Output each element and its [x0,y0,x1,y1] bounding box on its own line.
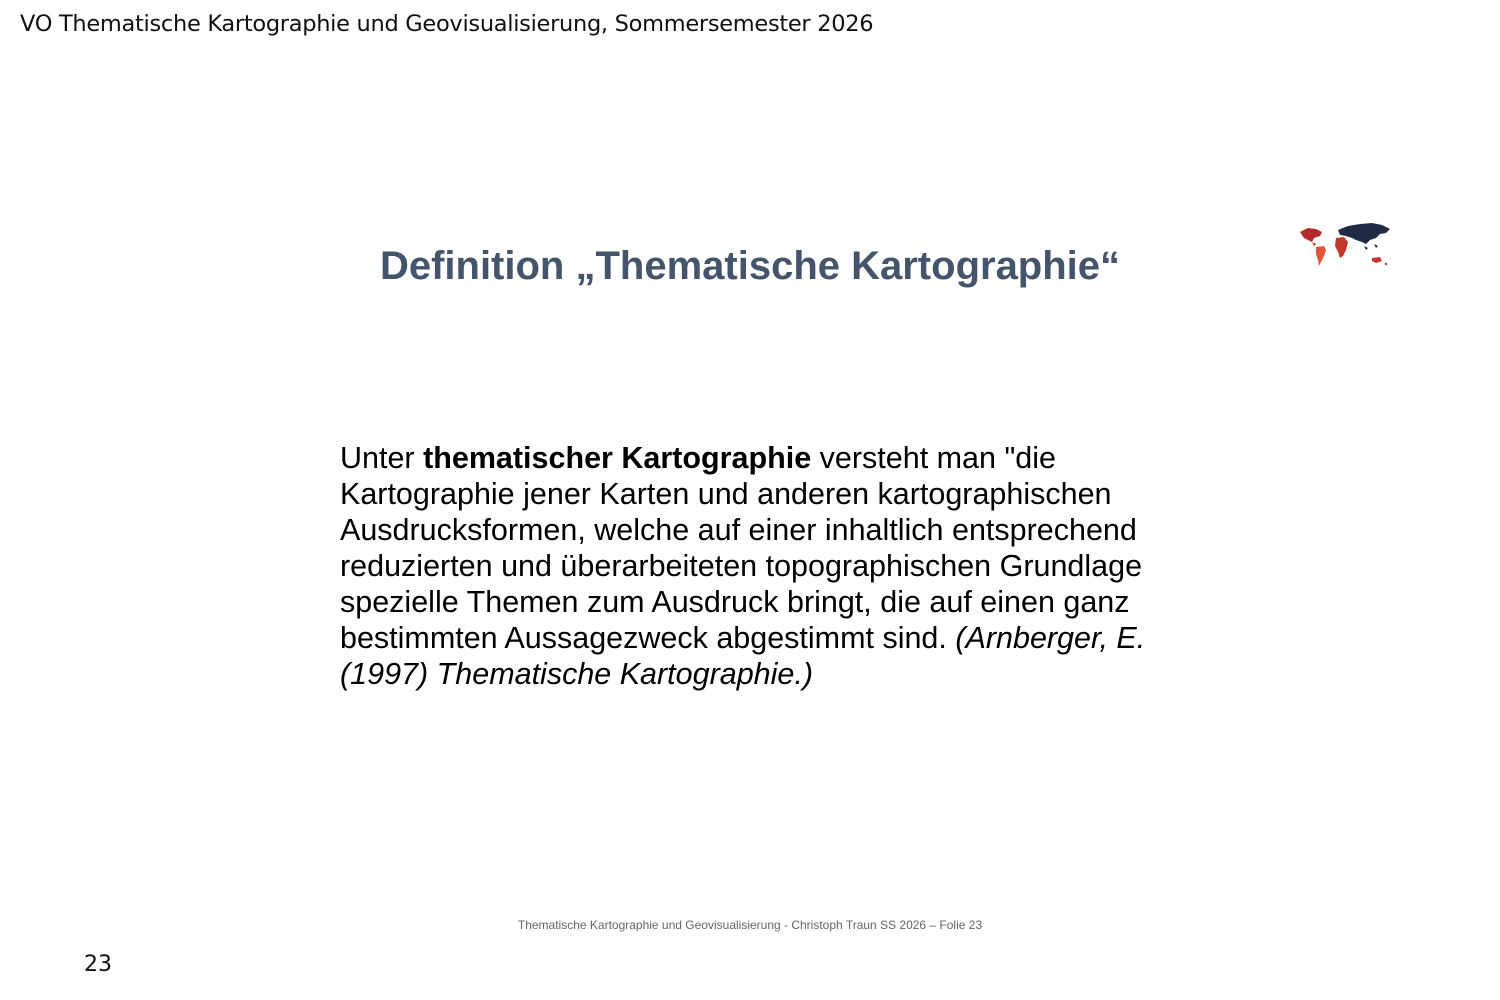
definition-text: versteht man "die Kartographie jener Karten und anderen kartographischen Ausdrucksformen, welche auf einer inhaltlich entsprechend reduzierten und überarbeiteten topographischen Grundlage spezielle Themen zum Ausdruck bringt, die auf einen ganz bestimmten Aussagezweck abgestimmt sind. [340,441,1143,655]
document-header: VO Thematische Kartographie und Geovisualisierung, Sommersemester 2026 [20,11,874,37]
definition-term: thematischer Kartographie [423,441,812,475]
definition-intro: Unter [340,441,424,475]
australia-map-shape [1372,257,1382,263]
africa-map-shape [1335,237,1348,258]
definition-paragraph [340,440,1220,692]
slide-title: Definition „Thematische Kartographie“ [379,244,1121,288]
slide-footer: Thematische Kartographie und Geovisualisierung - Christoph Traun SS 2026 – Folie 23 [517,918,983,932]
page-number: 23 [84,952,112,977]
definition-citation: (Arnberger, E. (1997) Thematische Kartographie.) [340,621,1146,691]
world-map-icon [1298,220,1392,270]
americas-map-shape [1300,228,1326,266]
